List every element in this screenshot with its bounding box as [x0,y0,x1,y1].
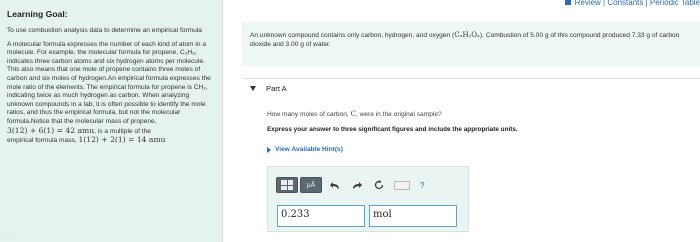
review-links-bar[interactable] [565,0,700,8]
compound-formula: CₓHᵧOₓ [454,31,480,39]
reset-icon [374,180,384,190]
question-text-end: , were in the original sample? [355,111,442,118]
expand-triangle-icon[interactable] [250,86,256,91]
carbon-symbol: C [350,110,356,118]
empirical-mass-prefix: empirical formula mass, [7,137,79,145]
units-icon: μÅ [306,181,316,189]
redo-button[interactable] [348,177,366,193]
learning-goal-description: A molecular formula expresses the number of each kind of atom in a molecule. For example, the molecular formula for propene, C₃H₆, indicates three carbon atoms and six hydrogen atoms per molecule. This also means that one mole of propene contains three moles of carbon and six moles of hydrogen.An empirical formula expresses the mole ratio of the elements. The empirical formula for propene is CH₂, indicating twice as much hydrogen as carbon. When analyzing unknown compounds in a lab, it is often possible to identify the mole ratios, and thus the empirical formula, but not the molecular formula.Notice that the molecular mass of propene, [7,40,211,125]
empirical-mass-equation: 1(12) + 2(1) = 14 amu [78,135,166,145]
learning-goal-intro: To use combustion analysis data to determine an empirical formula [7,27,202,34]
help-icon[interactable]: ? [420,180,425,190]
question-text [267,110,442,118]
learning-goal-title: Learning Goal: [7,9,68,19]
units-button[interactable] [300,177,322,193]
templates-icon [281,180,293,190]
view-hints-label[interactable]: View Available Hint(s) [275,146,343,153]
answer-area [267,166,469,232]
reset-button[interactable] [370,177,388,193]
templates-button[interactable] [276,177,298,193]
learning-goal-panel [0,0,223,242]
learning-goal-body [7,41,214,146]
part-a-header[interactable] [242,78,700,98]
review-links-text[interactable]: Review | Constants | Periodic Table [574,0,700,7]
undo-button[interactable] [326,177,344,193]
review-icon [565,0,571,5]
hint-triangle-icon [267,147,271,153]
keyboard-icon[interactable] [394,181,410,190]
molecular-mass-suffix: , is a multiple of the [94,127,151,135]
undo-icon [330,181,340,190]
answer-unit-input[interactable]: mol [369,205,457,227]
part-a-label[interactable]: Part A [266,84,287,93]
redo-icon [352,181,362,190]
panel-marker: - [7,230,9,236]
problem-text-end: ). Combustion of 5.00 g of this compound produced 7.33 g of carbon dioxide and 3.00 g of water. [250,32,680,48]
answer-value-input[interactable]: 0.233 [277,205,365,227]
answer-instruction: Express your answer to three significant figures and include the appropriate units. [267,126,518,133]
math-toolbar [276,175,424,195]
view-hints-link[interactable] [267,146,343,153]
question-text-start: How many moles of carbon, [267,111,351,118]
molecular-mass-equation: 3(12) + 6(1) = 42 amu [7,125,95,135]
problem-text-start: An unknown compound contains only carbon, hydrogen, and oxygen ( [250,32,455,39]
problem-statement [242,22,700,66]
